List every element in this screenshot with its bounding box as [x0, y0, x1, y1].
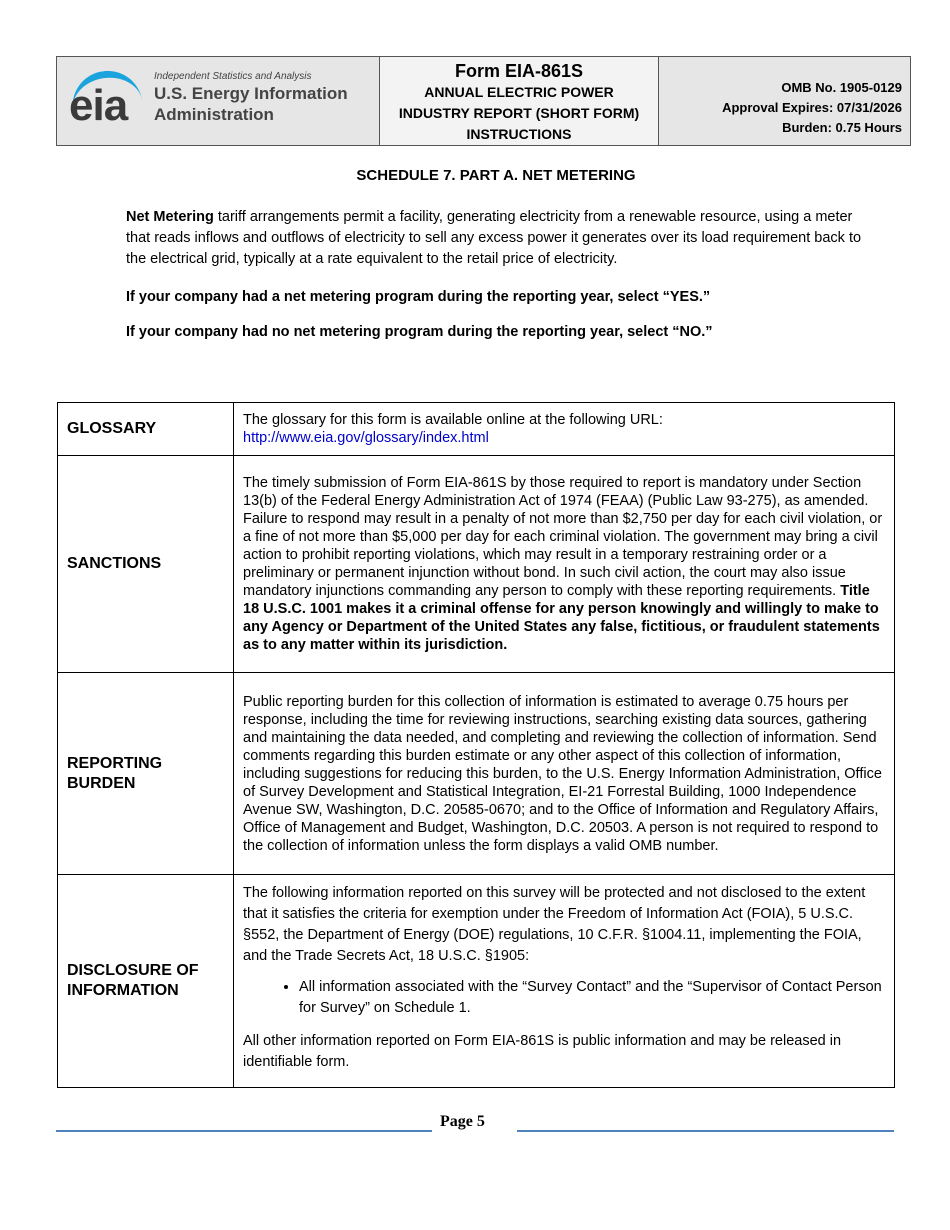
row-text — [234, 875, 895, 1088]
form-title: Form EIA-861S — [454, 61, 584, 81]
row-text: The glossary for this form is available online at the following URL: — [243, 412, 663, 428]
form-subtitle: ANNUAL ELECTRIC POWER — [424, 84, 614, 100]
table-row-glossary — [58, 403, 895, 456]
info-table — [57, 402, 895, 1088]
row-text: Public reporting burden for this collection of information is estimated to average 0.75 hours per response, including the time for reviewing instructions, searching existing data sources, gathering and maintaining the data needed, and completing and reviewing the collection of information. Send comments regarding this burden estimate or any other aspect of this collection of information, including suggestions for reducing this burden, to the U.S. Energy Information Administration, Office of Survey Development and Statistical Integration, EI-21 Forrestal Building, 1000 Independence Avenue SW, Washington, D.C. 20585-0670; and to the Office of Information and Regulatory Affairs, Office of Management and Budget, Washington, D.C. 20503. A person is not required to respond to the collection of information unless the form displays a valid OMB number. — [234, 673, 895, 875]
omb-number: OMB No. 1905-0129 — [781, 80, 902, 95]
disclosure-text: The following information reported on this survey will be protected and not disclosed to the extent that it satisfies the criteria for exemption under the Freedom of Information Act (FOIA), 5 U.S.C. §552, the Department of Energy (DOE) regulations, 10 C.F.R. §1004.11, implementing the FOIA, and the Trade Secrets Act, 18 U.S.C. §1905: — [243, 885, 866, 964]
approval-expires: Approval Expires: 07/31/2026 — [722, 100, 902, 115]
row-text: The timely submission of Form EIA-861S by those required to report is mandatory under Section 13(b) of the Federal Energy Administration Act of 1974 (FEAA) (Public Law 93-275), as amended. Failure to respond may result in a penalty of not more than $2,750 per day for each civil violation, or a fine of not more than $5,000 per day for each criminal violation. The government may bring a civil action to prohibit reporting violations, which may result in a temporary restraining order or a preliminary or permanent injunction without bond. In such civil action, the court may also issue mandatory injunctions commanding any person to comply with these reporting requirements. Title 18 U.S.C. 1001 makes it a criminal offense for any person knowingly and willingly to make to any Agency or Department of the United States any false, fictitious, or fraudulent statements as to any matter within its jurisdiction. — [234, 456, 895, 673]
eia-logo — [57, 57, 380, 145]
row-label: DISCLOSURE OF INFORMATION — [58, 875, 234, 1088]
table-row-burden — [58, 673, 895, 875]
row-label: GLOSSARY — [58, 403, 234, 456]
instruction-no: If your company had no net metering program during the reporting year, select “NO.” — [126, 324, 713, 340]
intro-paragraph: Net Metering tariff arrangements permit a facility, generating electricity from a renewable resource, using a meter that reads inflows and outflows of electricity to sell any excess power it generates over its load requirement back to the electrical grid, typically at a rate equivalent to the retail price of electricity. — [126, 209, 862, 267]
form-title-block — [380, 57, 659, 145]
glossary-link[interactable]: http://www.eia.gov/glossary/index.html — [243, 430, 489, 446]
tagline: Independent Statistics and Analysis — [154, 71, 312, 82]
agency-name: U.S. Energy Information Administration — [154, 84, 348, 124]
burden-hours: Burden: 0.75 Hours — [782, 120, 902, 135]
form-subtitle: INSTRUCTIONS — [466, 126, 572, 142]
logo-text: eia — [69, 81, 128, 130]
omb-block — [659, 57, 910, 145]
disclosure-text: All other information reported on Form EIA-861S is public information and may be released in identifiable form. — [243, 1033, 842, 1070]
footer-rule — [56, 1130, 432, 1132]
page-number: Page 5 — [440, 1113, 485, 1130]
footer-rule — [517, 1130, 894, 1132]
table-row-sanctions — [58, 456, 895, 673]
table-row-disclosure — [58, 875, 895, 1088]
section-title: SCHEDULE 7. PART A. NET METERING — [356, 167, 636, 184]
form-subtitle: INDUSTRY REPORT (SHORT FORM) — [398, 105, 640, 121]
row-label: SANCTIONS — [58, 456, 234, 673]
form-header — [56, 56, 911, 146]
list-item: • All information associated with the “Survey Contact” and the “Supervisor of Contact Person for Survey” on Schedule 1. — [299, 977, 885, 1019]
instruction-yes: If your company had a net metering program during the reporting year, select “YES.” — [126, 289, 711, 305]
row-label: REPORTING BURDEN — [58, 673, 234, 875]
